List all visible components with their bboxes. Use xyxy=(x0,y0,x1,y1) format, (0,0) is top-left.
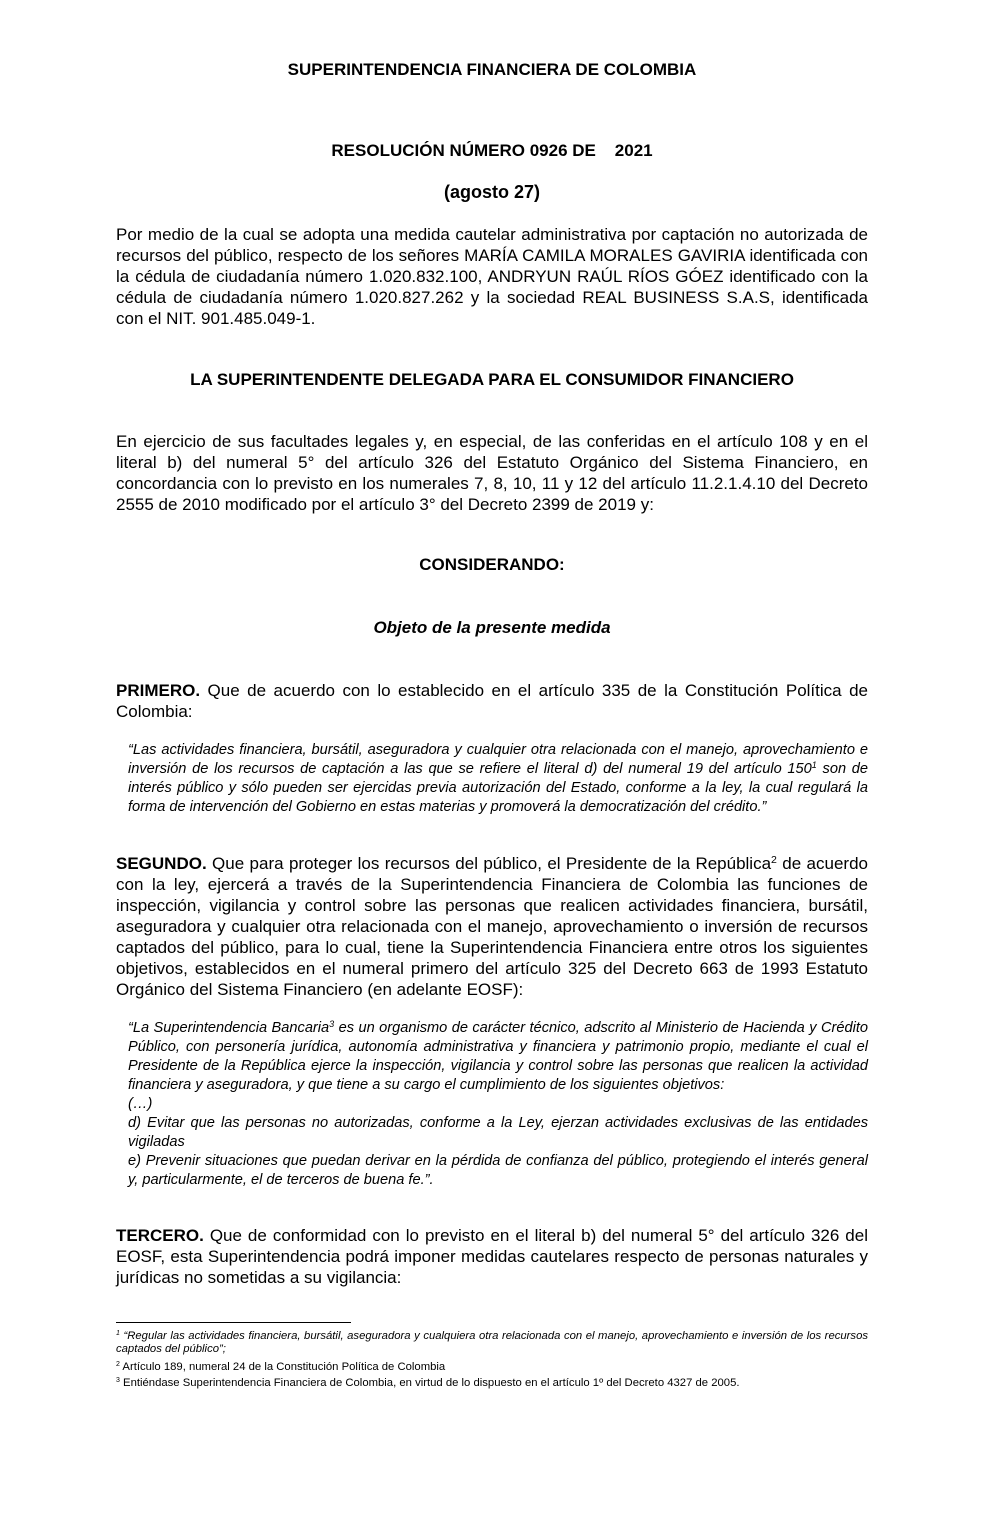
segundo-quote-text-a: “La Superintendencia Bancaria xyxy=(128,1020,330,1036)
footnote-2-text: Artículo 189, numeral 24 de la Constitución Política de Colombia xyxy=(119,1361,446,1373)
legal-powers-paragraph: En ejercicio de sus facultades legales y, en especial, de las conferidas en el artículo 108 y en el literal b) del numeral 5° del artículo 326 del Estatuto Orgánico del Sistema Financiero, en concordancia con lo previsto en los numerales 7, 8, 10, 11 y 12 del artículo 11.2.1.4.10 del Decreto 2555 de 2010 modificado por el artículo 3° del Decreto 2399 de 2019 y: xyxy=(116,432,868,514)
section-title: Objeto de la presente medida xyxy=(373,618,611,637)
segundo-quote-ellipsis: (…) xyxy=(128,1096,153,1112)
primero-quote-text-a: “Las actividades financiera, bursátil, aseguradora y cualquier otra relacionada con el manejo, aprovechamiento e inversión de los recursos de captación a las que se refiere el literal d) del numeral 19 del artículo 150 xyxy=(128,742,868,777)
footnote-3-text: Entiéndase Superintendencia Financiera de Colombia, en virtud de lo dispuesto en el artículo 1º del Decreto 4327 de 2005. xyxy=(119,1377,740,1389)
segundo-quote-text-b: es un organismo de carácter técnico, adscrito al Ministerio de Hacienda y Crédito Público, con personería jurídica, autonomía administrativa y financiera y patrimonio propio, mediante el cual el Presidente de la República ejerce la inspección, vigilancia y control sobre las personas que realicen la actividad financiera y aseguradora, y que tiene a su cargo el cumplimiento de los siguientes objetivos: xyxy=(128,1020,868,1093)
segundo-quote-item-d: d) Evitar que las personas no autorizadas, conforme a la Ley, ejerzan actividades exclusivas de las entidades vigiladas xyxy=(128,1115,868,1150)
considerando-heading: CONSIDERANDO: xyxy=(419,555,565,574)
footnote-1-text: “Regular las actividades financiera, bursátil, aseguradora y cualquiera otra relacionada con el manejo, aprovechamiento e inversión de los recursos captados del público”; xyxy=(116,1330,868,1355)
authority-heading: LA SUPERINTENDENTE DELEGADA PARA EL CONSUMIDOR FINANCIERO xyxy=(190,370,794,389)
segundo-label: SEGUNDO. xyxy=(116,854,207,873)
segundo-quote-intro xyxy=(128,1019,868,1095)
footnote-3-number: 3 xyxy=(116,1377,120,1385)
footnote-ref-1: 1 xyxy=(811,760,817,771)
resolution-date: (agosto 27) xyxy=(443,182,540,202)
footnote-3 xyxy=(116,1377,868,1390)
resolution-summary: Por medio de la cual se adopta una medida cautelar administrativa por captación no autorizada de recursos del público, respecto de los señores MARÍA CAMILA MORALES GAVIRIA identificada con la cédula de ciudadanía número 1.020.832.100, ANDRYUN RAÚL RÍOS GÓEZ identificado con la cédula de ciudadanía número 1.020.827.262 y la sociedad REAL BUSINESS S.A.S, identificada con el NIT. 901.485.049-1. xyxy=(116,225,868,328)
segundo-paragraph xyxy=(116,853,868,1000)
segundo-quote-item-e: e) Prevenir situaciones que puedan derivar en la pérdida de confianza del público, protegiendo el interés general y, particularmente, el de terceros de buena fe.”. xyxy=(128,1153,868,1188)
footnote-ref-2: 2 xyxy=(771,854,777,867)
segundo-text-a: Que para proteger los recursos del público, el Presidente de la República xyxy=(206,854,772,873)
entity-heading: SUPERINTENDENCIA FINANCIERA DE COLOMBIA xyxy=(287,60,697,79)
primero-text: Que de acuerdo con lo establecido en el artículo 335 de la Constitución Política de Colombia: xyxy=(116,681,868,721)
footnote-separator xyxy=(116,1322,351,1323)
tercero-label: TERCERO. xyxy=(116,1226,204,1245)
primero-label: PRIMERO. xyxy=(116,681,201,700)
tercero-text: Que de conformidad con lo previsto en el literal b) del numeral 5° del artículo 326 del EOSF, esta Superintendencia podrá imponer medidas cautelares respecto de personas naturales y jurídicas no sometidas a su vigilancia: xyxy=(116,1226,868,1287)
primero-quote-text-b: son de interés público y sólo pueden ser ejercidas previa autorización del Estado, conforme a la ley, la cual regulará la forma de intervención del Gobierno en estas materias y promoverá la democratización del crédito.” xyxy=(128,761,869,815)
tercero-paragraph xyxy=(116,1225,868,1288)
primero-quote xyxy=(128,741,868,817)
segundo-quote xyxy=(128,1019,868,1190)
resolution-number: RESOLUCIÓN NÚMERO 0926 DE 2021 xyxy=(331,141,653,160)
primero-paragraph xyxy=(116,680,868,722)
footnote-1-number: 1 xyxy=(116,1330,120,1338)
footnote-2 xyxy=(116,1361,868,1374)
footnote-1 xyxy=(116,1330,868,1356)
footnote-ref-3: 3 xyxy=(329,1019,335,1030)
footnote-2-number: 2 xyxy=(116,1361,120,1369)
segundo-text-b: de acuerdo con la ley, ejercerá a través de la Superintendencia Financiera de Colombia las funciones de inspección, vigilancia y control sobre las personas que realicen actividades financiera, bursátil, aseguradora y cualquier otra relacionada con el manejo, aprovechamiento o inversión de recursos captados del público, para lo cual, tiene la Superintendencia Financiera entre otros los siguientes objetivos, establecidos en el numeral primero del artículo 325 del Decreto 663 de 1993 Estatuto Orgánico del Sistema Financiero (en adelante EOSF): xyxy=(116,854,868,999)
